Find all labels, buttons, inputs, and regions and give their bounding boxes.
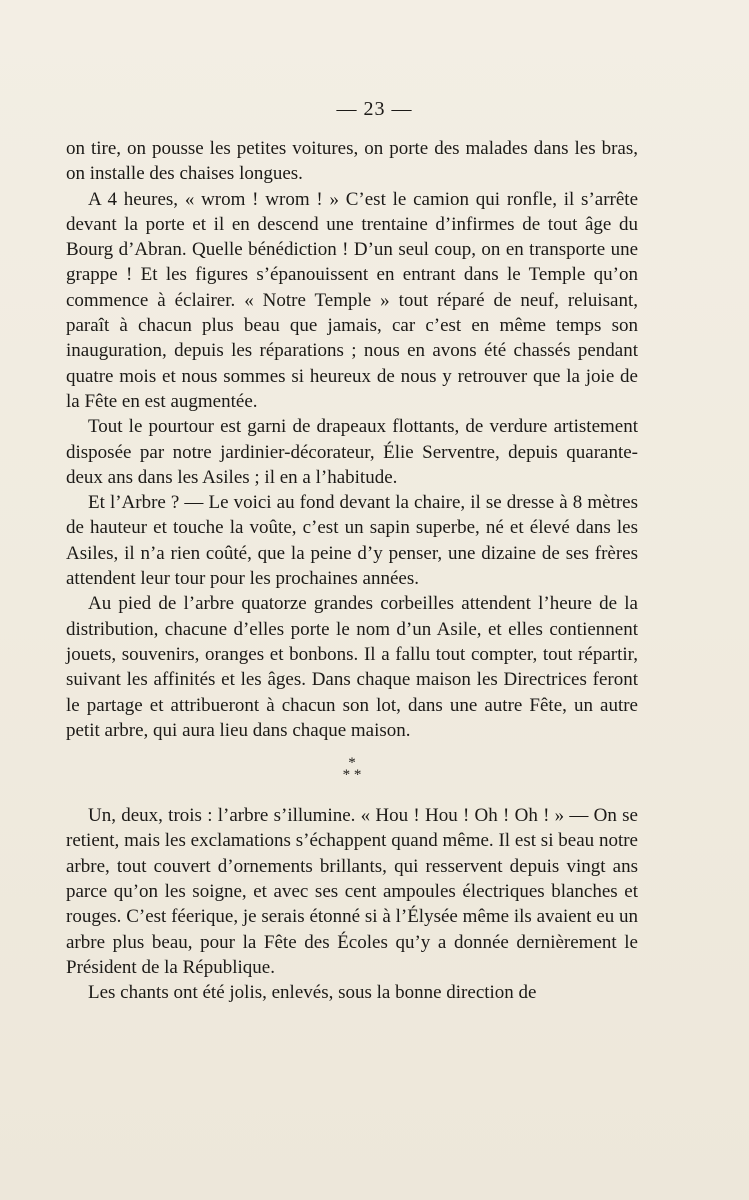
paragraph: Un, deux, trois : l’arbre s’illumine. « Hou ! Hou ! Oh ! Oh ! » — On se retient, mais les exclamations s’échappent quand même. Il est si beau notre arbre, tout couvert d’ornements brillants, qui resservent depuis vingt ans parce qu’on les soigne, et avec ses cent ampoules électriques blanches et rouges. C’est féerique, je serais étonné si à l’Élysée même ils avaient eu un arbre plus beau, pour la Fête des Écoles qu’y a donnée dernièrement le Président de la République. xyxy=(66,805,638,978)
section-separator xyxy=(66,755,638,784)
paragraph: Tout le pourtour est garni de drapeaux flottants, de verdure artistement disposée par notre jardinier-décorateur, Élie Serventre, depuis quarante-deux ans dans les Asiles ; il en a l’habitude. xyxy=(66,416,638,488)
paragraph-continuation: on tire, on pousse les petites voitures, on porte des malades dans les bras, on installe des chaises longues. xyxy=(66,138,638,185)
separator-asterisk-top: * xyxy=(348,755,356,772)
body-text xyxy=(66,136,638,1006)
paragraph-incomplete: Les chants ont été jolis, enlevés, sous la bonne direction de xyxy=(88,982,537,1004)
page-number: — 23 — xyxy=(336,98,413,120)
separator-asterisks-bottom: * * xyxy=(342,767,362,784)
paragraph: Et l’Arbre ? — Le voici au fond devant la chaire, il se dresse à 8 mètres de hauteur et touche la voûte, c’est un sapin superbe, né et élevé dans les Asiles, il n’a rien coûté, que la peine d’y penser, une dizaine de ses frères attendent leur tour pour les prochaines années. xyxy=(66,492,638,590)
paragraph: Au pied de l’arbre quatorze grandes corbeilles attendent l’heure de la distribution, chacune d’elles porte le nom d’un Asile, et elles contiennent jouets, souvenirs, oranges et bonbons. Il a fallu tout compter, tout répartir, suivant les affinités et les âges. Dans chaque maison les Directrices feront le partage et attribueront à chacun son lot, dans une autre Fête, un autre petit arbre, qui aura lieu dans chaque maison. xyxy=(66,593,638,741)
paragraph: A 4 heures, « wrom ! wrom ! » C’est le camion qui ronfle, il s’arrête devant la porte et il en descend une trentaine d’infirmes de tout âge du Bourg d’Abran. Quelle bénédiction ! D’un seul coup, on en transporte une grappe ! Et les figures s’épanouissent en entrant dans le Temple qu’on commence à éclairer. « Notre Temple » tout réparé de neuf, reluisant, paraît à chacun plus beau que jamais, car c’est en même temps son inauguration, depuis les réparations ; nous en avons été chassés pendant quatre mois et nous sommes si heureux de nous y retrouver que la joie de la Fête en est augmentée. xyxy=(66,188,638,412)
